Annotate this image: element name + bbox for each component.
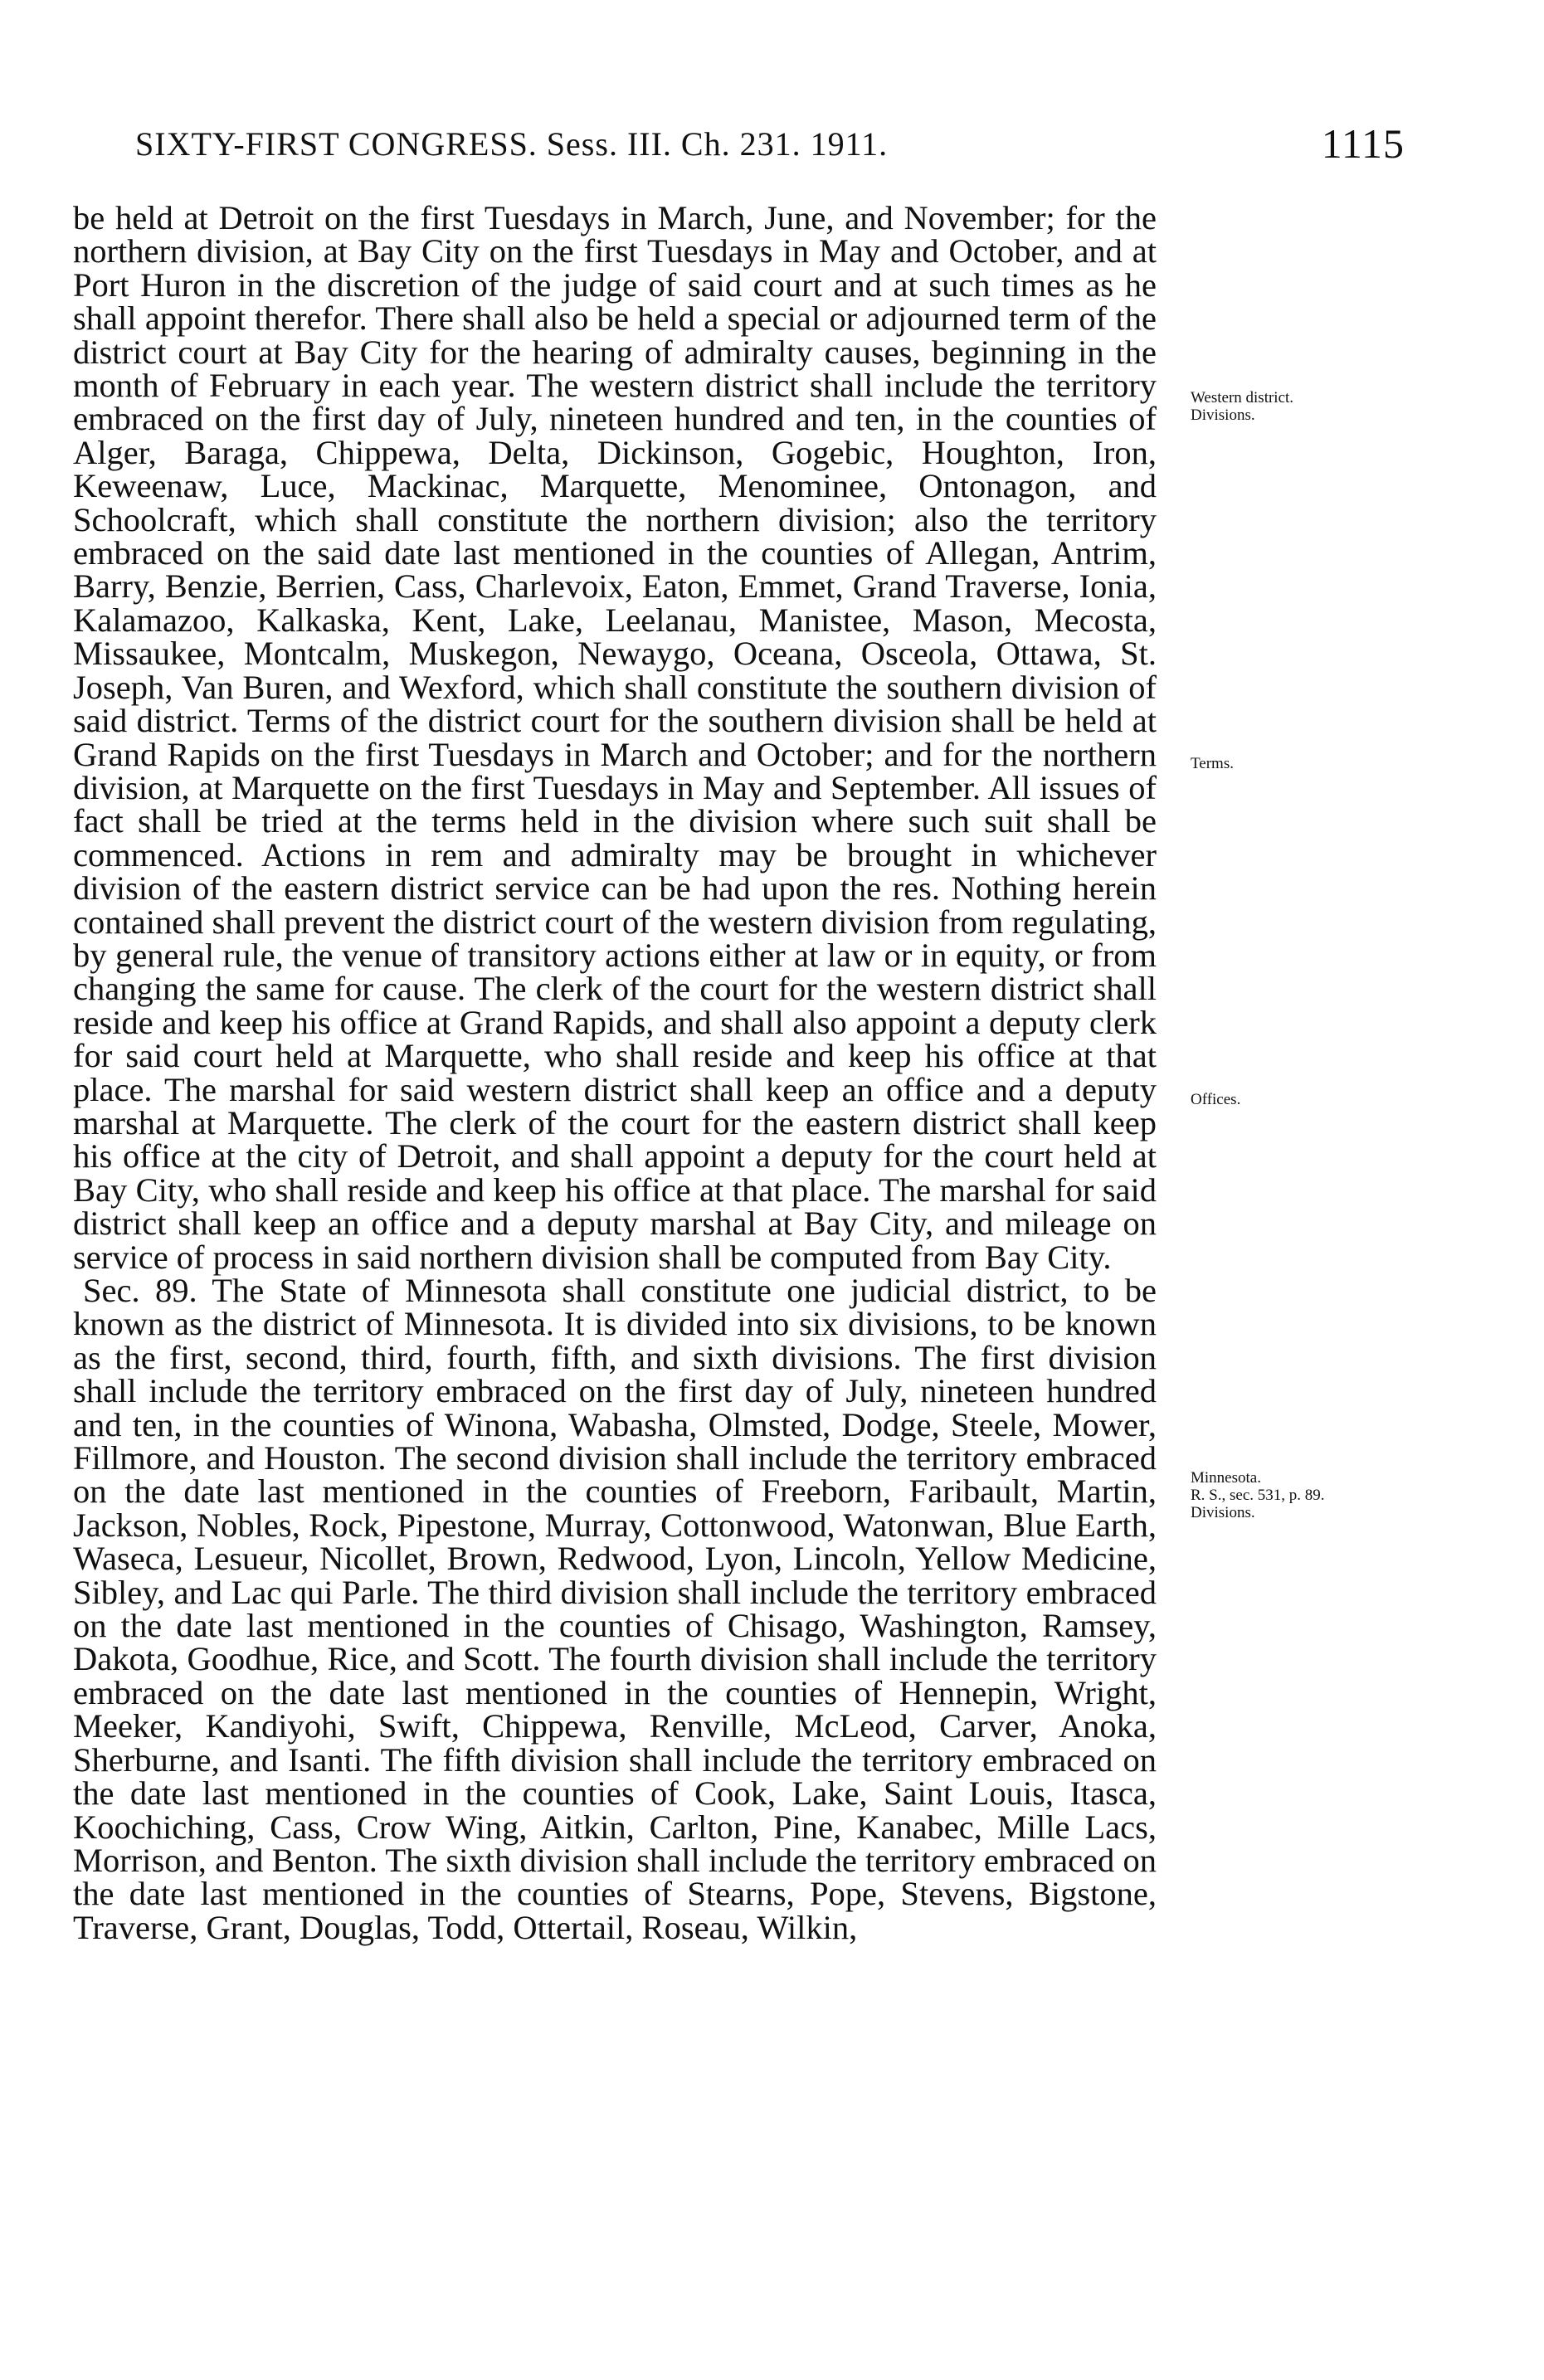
running-head bbox=[135, 120, 1405, 174]
margin-note-line: R. S., sec. 531, p. 89. bbox=[1191, 1487, 1325, 1504]
paragraph-section-89: Sec. 89. The State of Minnesota shall constitute one judicial district, to be known as the district of Minnesota. It is divided into six divisions, to be known as the first, second, third, fourth, fifth, and sixth divisions. The first division shall include the territory embraced on the first day of July, nineteen hundred and ten, in the counties of Winona, Wabasha, Olmsted, Dodge, Steele, Mower, Fillmore, and Houston. The second division shall include the territory embraced on the date last mentioned in the counties of Freeborn, Faribault, Martin, Jackson, Nobles, Rock, Pipestone, Murray, Cottonwood, Watonwan, Blue Earth, Waseca, Lesueur, Nicollet, Brown, Redwood, Lyon, Lincoln, Yellow Medicine, Sibley, and Lac qui Parle. The third division shall include the territory embraced on the date last mentioned in the counties of Chisago, Washington, Ramsey, Dakota, Goodhue, Rice, and Scott. The fourth division shall include the territory embraced on the date last mentioned in the counties of Hennepin, Wright, Meeker, Kandiyohi, Swift, Chippewa, Renville, McLeod, Carver, Anoka, Sherburne, and Isanti. The fifth division shall include the territory embraced on the date last mentioned in the counties of Cook, Lake, Saint Louis, Itasca, Koochiching, Cass, Crow Wing, Aitkin, Carlton, Pine, Kanabec, Mille Lacs, Morrison, and Benton. The sixth division shall include the territory embraced on the date last mentioned in the counties of Stearns, Pope, Stevens, Bigstone, Traverse, Grant, Douglas, Todd, Ottertail, Roseau, Wilkin, bbox=[73, 1272, 1157, 1946]
margin-note-line: Divisions. bbox=[1191, 1504, 1255, 1521]
page-number: 1115 bbox=[1321, 120, 1405, 167]
body-text bbox=[73, 199, 1157, 1946]
margin-note-minnesota bbox=[1191, 1469, 1325, 1521]
margin-note-line: Offices. bbox=[1191, 1091, 1241, 1108]
margin-note-terms bbox=[1191, 755, 1234, 772]
margin-note-line: Minnesota. bbox=[1191, 1469, 1261, 1487]
paragraph-eastern-western-districts: be held at Detroit on the first Tuesdays in March, June, and November; for the northern division, at Bay City on the first Tuesdays in May and October, and at Port Huron in the discretion of the judge of said court and at such times as he shall appoint therefor. There shall also be held a special or adjourned term of the district court at Bay City for the hearing of admiralty causes, beginning in the month of February in each year. The western district shall include the territory embraced on the first day of July, nineteen hundred and ten, in the counties of Alger, Baraga, Chippewa, Delta, Dickinson, Gogebic, Houghton, Iron, Keweenaw, Luce, Mackinac, Marquette, Menominee, Ontonagon, and Schoolcraft, which shall constitute the northern division; also the territory embraced on the said date last mentioned in the counties of Allegan, Antrim, Barry, Benzie, Berrien, Cass, Charlevoix, Eaton, Emmet, Grand Traverse, Ionia, Kalamazoo, Kalkaska, Kent, Lake, Leelanau, Manistee, Mason, Mecosta, Missaukee, Montcalm, Muskegon, Newaygo, Oceana, Osceola, Ottawa, St. Joseph, Van Buren, and Wexford, which shall constitute the southern division of said district. Terms of the district court for the southern division shall be held at Grand Rapids on the first Tuesdays in March and October; and for the northern division, at Marquette on the first Tuesdays in May and September. All issues of fact shall be tried at the terms held in the division where such suit shall be commenced. Actions in rem and admiralty may be brought in whichever division of the eastern district service can be had upon the res. Nothing herein contained shall prevent the district court of the western division from regulating, by general rule, the venue of transitory actions either at law or in equity, or from changing the same for cause. The clerk of the court for the western district shall reside and keep his office at Grand Rapids, and shall also appoint a deputy clerk for said court held at Marquette, who shall reside and keep his office at that place. The marshal for said western district shall keep an office and a deputy marshal at Marquette. The clerk of the court for the eastern district shall keep his office at the city of Detroit, and shall appoint a deputy for the court held at Bay City, who shall reside and keep his office at that place. The marshal for said district shall keep an office and a deputy marshal at Bay City, and mileage on service of process in said northern division shall be computed from Bay City. bbox=[73, 199, 1157, 1276]
margin-note-western-district bbox=[1191, 389, 1293, 424]
margin-note-offices bbox=[1191, 1091, 1240, 1108]
margin-note-line: Western district. bbox=[1191, 389, 1294, 406]
margin-note-line: Divisions. bbox=[1191, 406, 1255, 424]
margin-note-line: Terms. bbox=[1191, 755, 1234, 772]
running-title: SIXTY-FIRST CONGRESS. Sess. III. Ch. 231. 1911. bbox=[135, 125, 889, 163]
